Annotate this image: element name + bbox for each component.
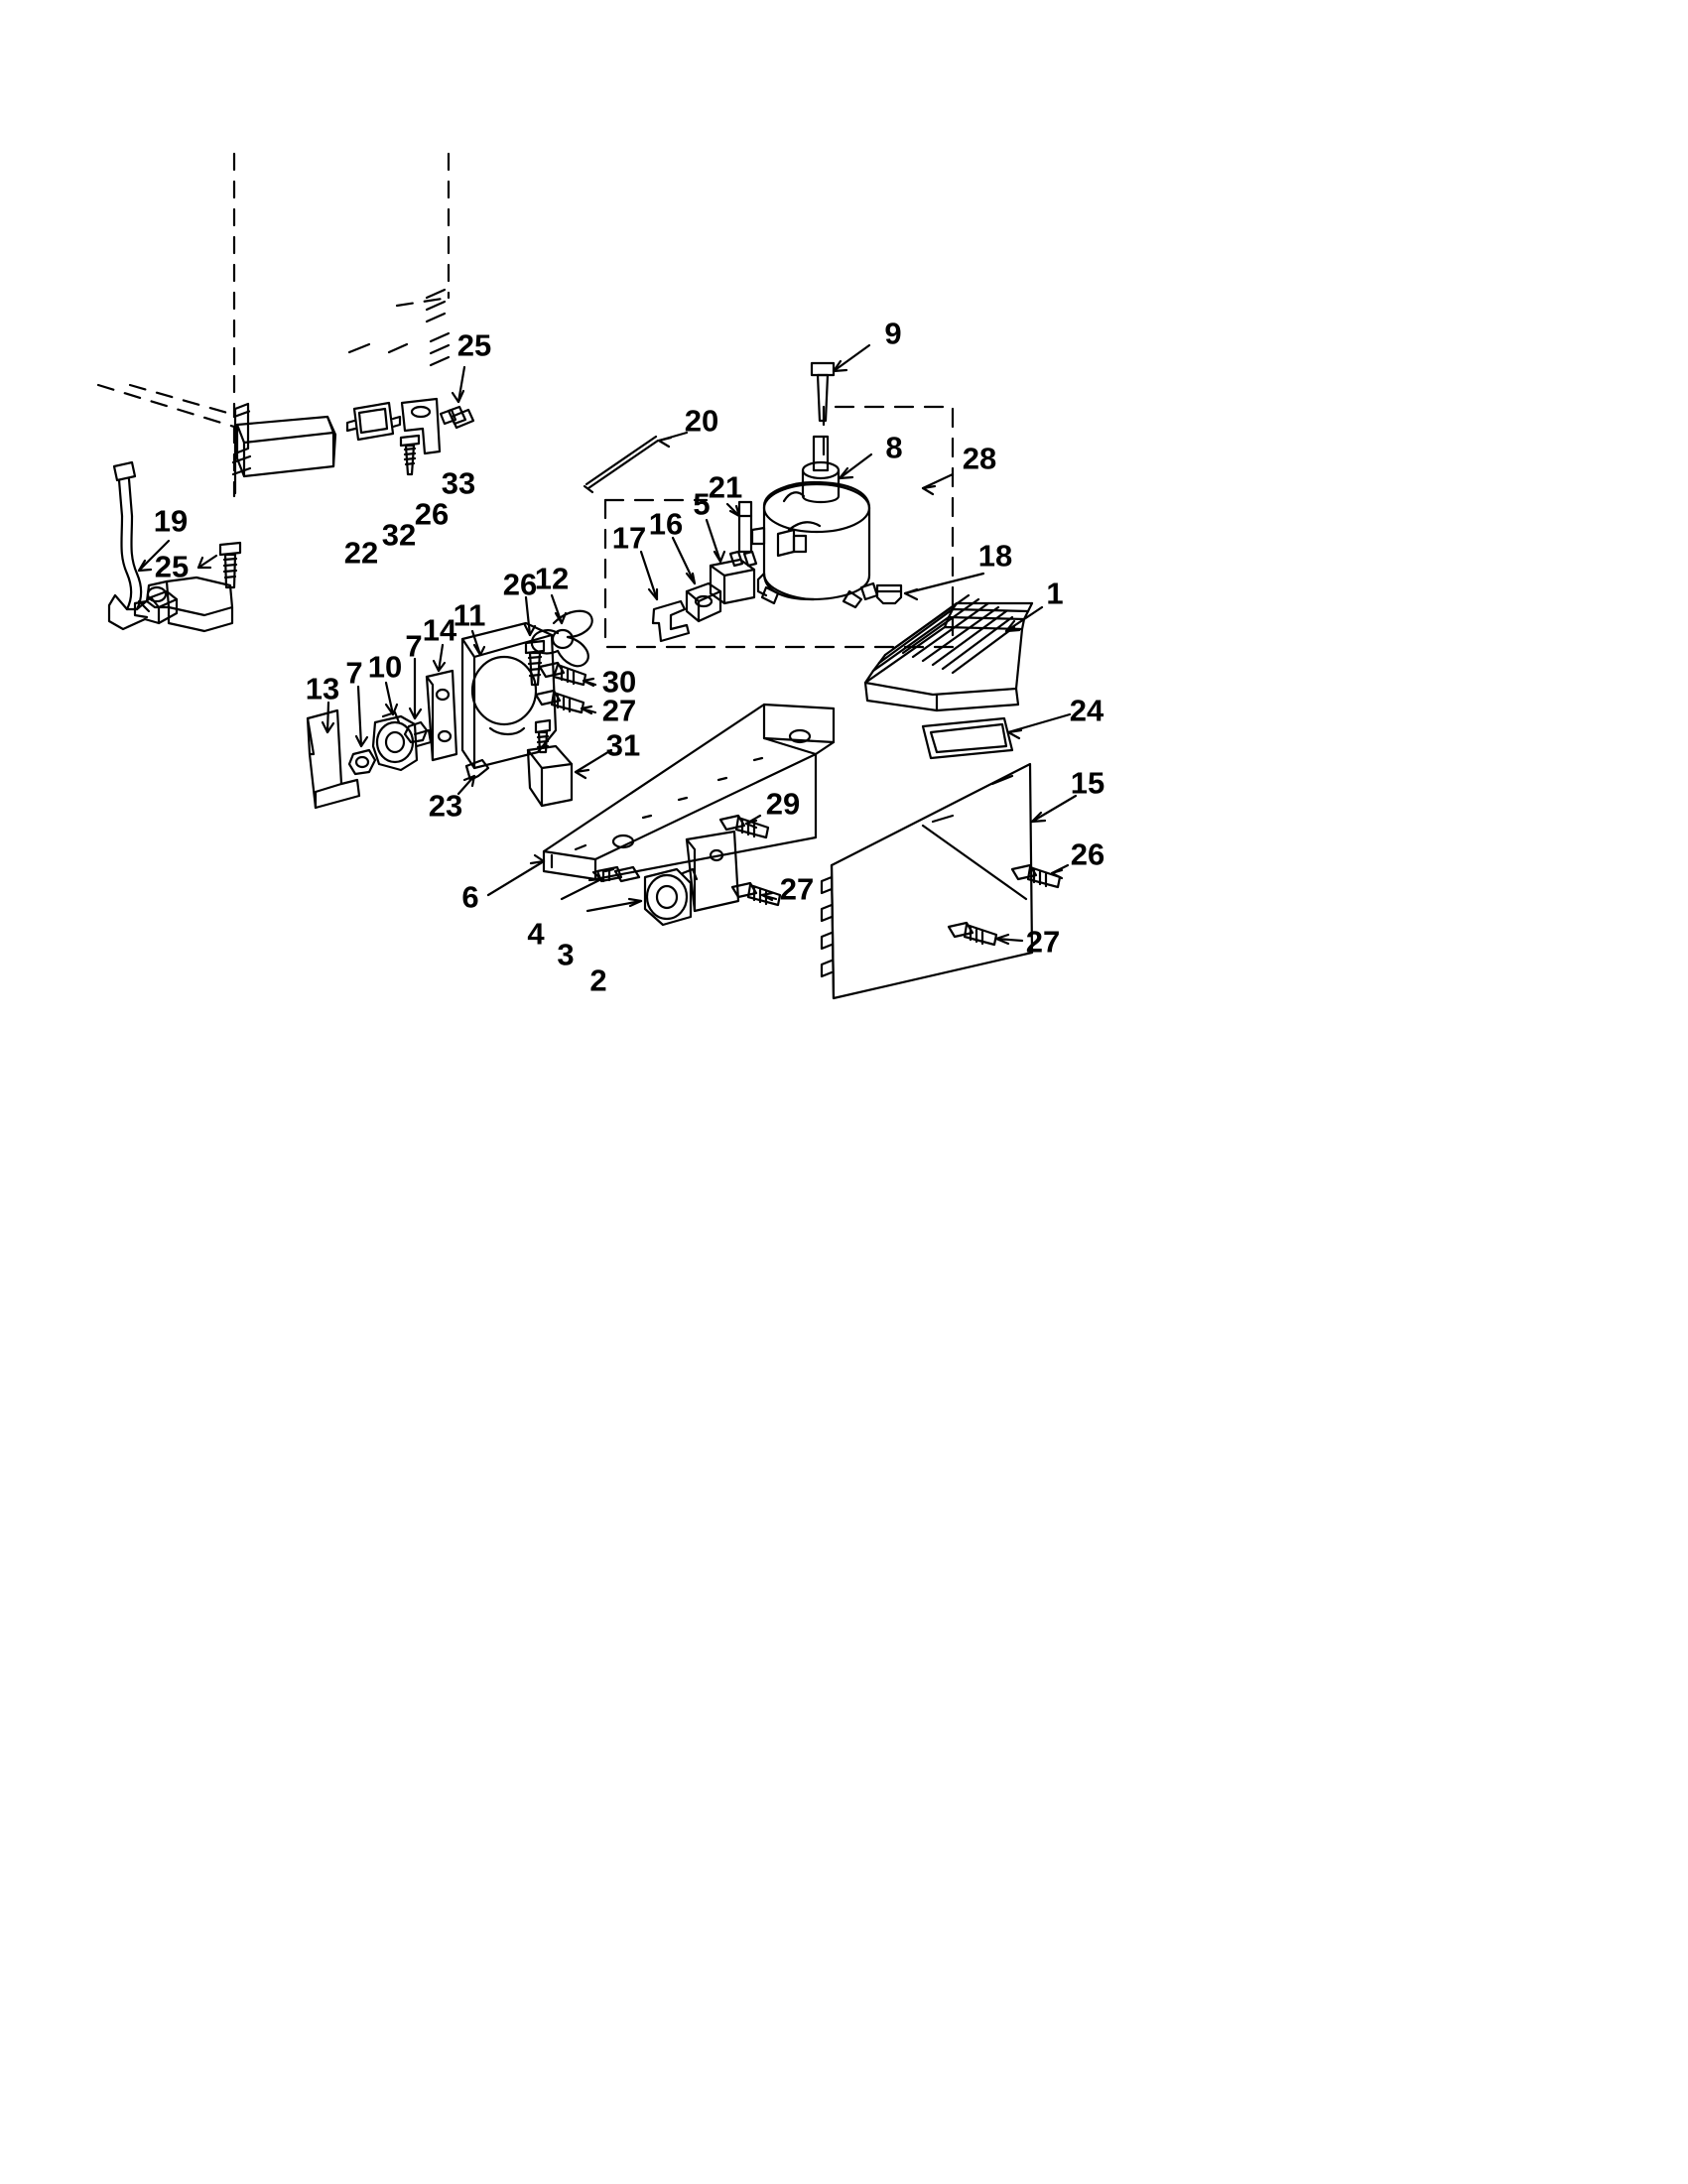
leader-3	[587, 901, 641, 911]
part-26-screw-panel	[1012, 865, 1060, 887]
leader-5	[707, 520, 720, 562]
leader-17	[641, 552, 657, 599]
part-3-fan-motor	[645, 869, 697, 925]
part-1-condenser	[865, 595, 1032, 710]
leader-24	[1008, 714, 1070, 732]
callout-26-fan: 26	[502, 567, 538, 602]
callout-27-fan: 27	[601, 693, 637, 728]
callout-32: 32	[381, 517, 417, 553]
callout-25-top: 25	[456, 327, 492, 363]
callout-13: 13	[305, 671, 340, 707]
callout-23: 23	[428, 788, 463, 824]
leader-16	[673, 538, 695, 583]
callout-12: 12	[534, 561, 570, 596]
callout-17: 17	[611, 520, 647, 556]
callout-27-base: 27	[779, 871, 815, 907]
part-26-screw-a	[401, 436, 419, 474]
callout-2: 2	[589, 963, 607, 998]
callout-29: 29	[765, 786, 801, 822]
callout-7-right: 7	[405, 628, 423, 664]
callout-31: 31	[605, 727, 641, 763]
part-8-grommet	[803, 437, 839, 502]
part-27-screw-fan	[536, 691, 584, 712]
callout-33: 33	[441, 465, 476, 501]
leader-2	[562, 879, 601, 899]
leader-28	[923, 474, 953, 488]
leader-9	[834, 345, 869, 371]
callout-24: 24	[1069, 693, 1104, 728]
part-21-pin	[739, 502, 751, 552]
part-16-clip	[687, 583, 720, 621]
callout-9: 9	[884, 316, 902, 351]
callout-5: 5	[693, 486, 711, 522]
part-15-rear-panel	[822, 764, 1032, 998]
part-22-rail	[237, 417, 335, 476]
callout-26-panel: 26	[1070, 836, 1105, 872]
callout-20: 20	[684, 403, 719, 439]
callout-10: 10	[367, 649, 403, 685]
callout-16: 16	[648, 506, 684, 542]
part-27-screw-base	[732, 883, 780, 905]
callout-27-panel: 27	[1025, 924, 1061, 960]
leader-8	[840, 454, 871, 478]
part-32-switch	[347, 403, 400, 440]
part-18-nut	[877, 585, 901, 603]
callout-22: 22	[343, 535, 379, 571]
leader-13	[327, 703, 328, 732]
callout-15: 15	[1070, 765, 1105, 801]
callout-18: 18	[977, 538, 1013, 574]
part-2-screw	[597, 867, 639, 881]
leader-6	[488, 861, 544, 895]
callout-28: 28	[962, 441, 997, 476]
part-14-mount	[427, 671, 456, 760]
cabinet-reference-lines	[98, 154, 449, 496]
part-20-tube	[584, 437, 658, 492]
part-27-screw-panel	[949, 923, 996, 945]
callout-25-left: 25	[154, 549, 190, 584]
callout-11: 11	[453, 597, 486, 633]
part-7-nut-left	[349, 750, 375, 774]
part-29-screw	[720, 816, 768, 837]
part-5-relay	[711, 552, 756, 603]
callout-3: 3	[557, 937, 575, 972]
callout-7-left: 7	[345, 655, 363, 691]
leader-15	[1032, 796, 1076, 822]
callout-19: 19	[153, 503, 189, 539]
callout-6: 6	[461, 879, 479, 915]
callout-21: 21	[708, 469, 743, 505]
callout-26-upper: 26	[414, 496, 450, 532]
part-25-screw-upper	[441, 407, 473, 428]
part-19-power-cord	[109, 462, 177, 629]
part-24-plate	[923, 718, 1012, 758]
callout-4: 4	[527, 916, 545, 952]
part-17-clamp	[653, 601, 689, 641]
callout-8: 8	[885, 430, 903, 465]
callout-14: 14	[422, 612, 457, 648]
callout-30: 30	[601, 664, 637, 700]
leader-7-left	[358, 687, 361, 746]
callout-1: 1	[1046, 576, 1064, 611]
part-31-cover	[528, 720, 572, 806]
